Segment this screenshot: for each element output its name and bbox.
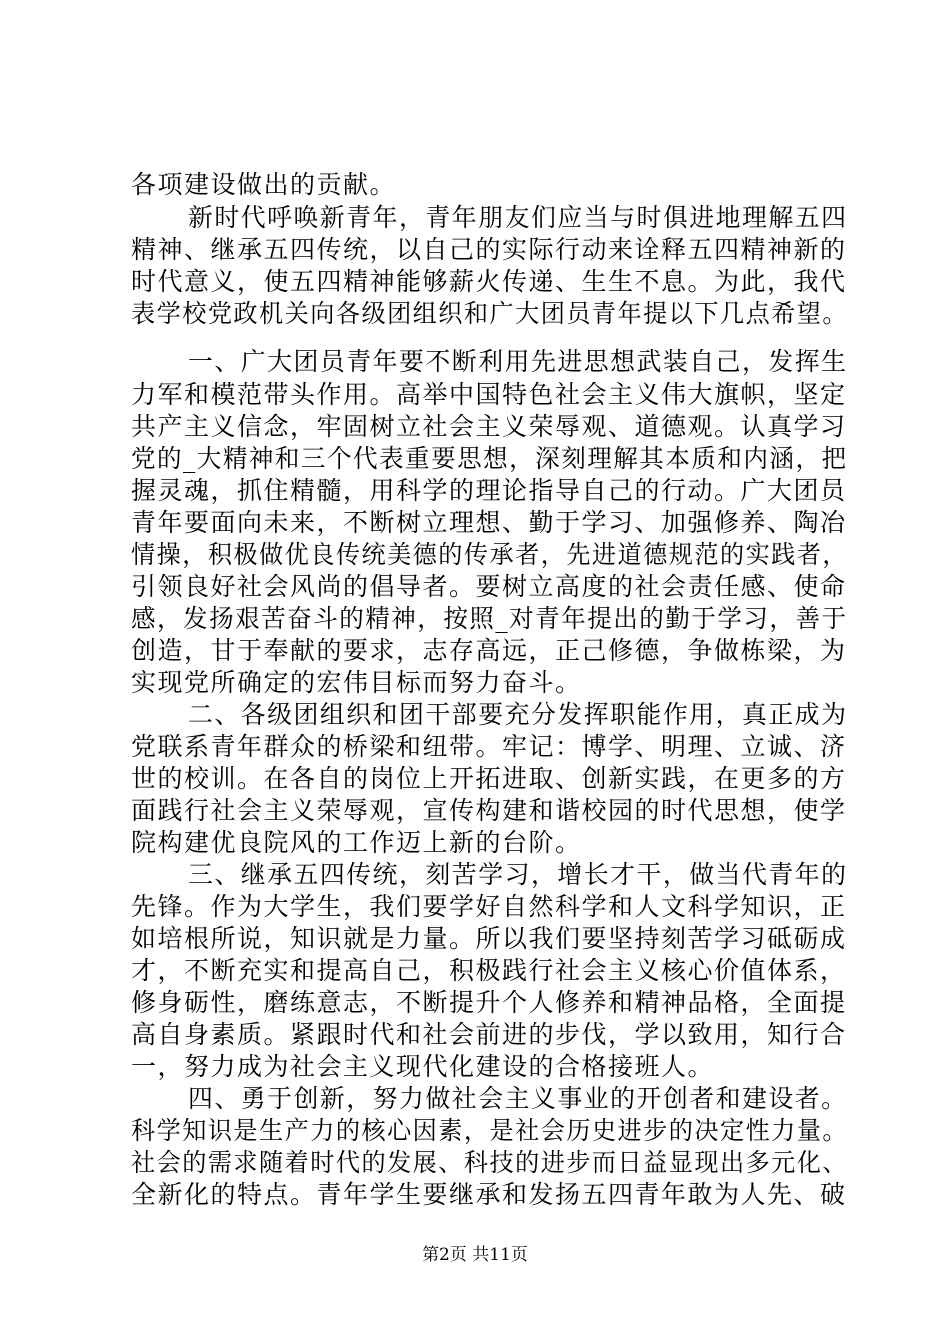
- body-line: 三、继承五四传统，刻苦学习，增长才干，做当代青年的: [188, 860, 848, 889]
- body-line: 全新化的特点。青年学生要继承和发扬五四青年敢为人先、破: [131, 1180, 847, 1209]
- body-line: 青年要面向未来，不断树立理想、勤于学习、加强修养、陶冶: [131, 508, 847, 537]
- body-line: 一、广大团员青年要不断利用先进思想武装自己，发挥生: [188, 347, 848, 376]
- body-line: 才，不断充实和提高自己，积极践行社会主义核心价值体系，: [131, 956, 847, 985]
- body-line: 院构建优良院风的工作迈上新的台阶。: [131, 828, 582, 857]
- body-line: 时代意义，使五四精神能够薪火传递、生生不息。为此，我代: [131, 267, 847, 296]
- body-line: 创造，甘于奉献的要求，志存高远，正己修德，争做栋梁，为: [131, 636, 847, 665]
- body-line: 面践行社会主义荣辱观，宣传构建和谐校园的时代思想，使学: [131, 796, 847, 825]
- body-line: 实现党所确定的宏伟目标而努力奋斗。: [131, 668, 582, 697]
- body-line: 情操，积极做优良传统美德的传承者，先进道德规范的实践者，: [131, 540, 849, 569]
- body-line: 握灵魂，抓住精髓，用科学的理论指导自己的行动。广大团员: [131, 476, 847, 505]
- body-line: 社会的需求随着时代的发展、科技的进步而日益显现出多元化、: [131, 1148, 849, 1177]
- body-line: 各项建设做出的贡献。: [131, 170, 397, 199]
- body-line: 感，发扬艰苦奋斗的精神，按照_对青年提出的勤于学习，善于: [131, 604, 848, 633]
- body-line: 新时代呼唤新青年，青年朋友们应当与时俱进地理解五四: [188, 203, 848, 232]
- body-line: 修身砺性，磨练意志，不断提升个人修养和精神品格，全面提: [131, 988, 847, 1017]
- body-line: 二、各级团组织和团干部要充分发挥职能作用，真正成为: [188, 700, 848, 729]
- body-line: 先锋。作为大学生，我们要学好自然科学和人文科学知识，正: [131, 892, 847, 921]
- body-line: 高自身素质。紧跟时代和社会前进的步伐，学以致用，知行合: [131, 1020, 847, 1049]
- body-line: 四、勇于创新，努力做社会主义事业的开创者和建设者。: [188, 1084, 848, 1113]
- body-line: 共产主义信念，牢固树立社会主义荣辱观、道德观。认真学习: [131, 412, 847, 441]
- body-line: 引领良好社会风尚的倡导者。要树立高度的社会责任感、使命: [131, 572, 847, 601]
- body-line: 表学校党政机关向各级团组织和广大团员青年提以下几点希望。: [131, 299, 849, 328]
- body-line: 精神、继承五四传统，以自己的实际行动来诠释五四精神新的: [131, 235, 847, 264]
- body-line: 力军和模范带头作用。高举中国特色社会主义伟大旗帜，坚定: [131, 380, 847, 409]
- page-number-footer: 第2页 共11页: [422, 1245, 528, 1265]
- body-line: 世的校训。在各自的岗位上开拓进取、创新实践，在更多的方: [131, 764, 847, 793]
- body-line: 党的_大精神和三个代表重要思想，深刻理解其本质和内涵，把: [131, 444, 848, 473]
- body-line: 党联系青年群众的桥梁和纽带。牢记：博学、明理、立诚、济: [131, 732, 847, 761]
- body-line: 一，努力成为社会主义现代化建设的合格接班人。: [131, 1052, 715, 1081]
- body-line: 如培根所说，知识就是力量。所以我们要坚持刻苦学习砥砺成: [131, 924, 847, 953]
- body-line: 科学知识是生产力的核心因素，是社会历史进步的决定性力量。: [131, 1116, 849, 1145]
